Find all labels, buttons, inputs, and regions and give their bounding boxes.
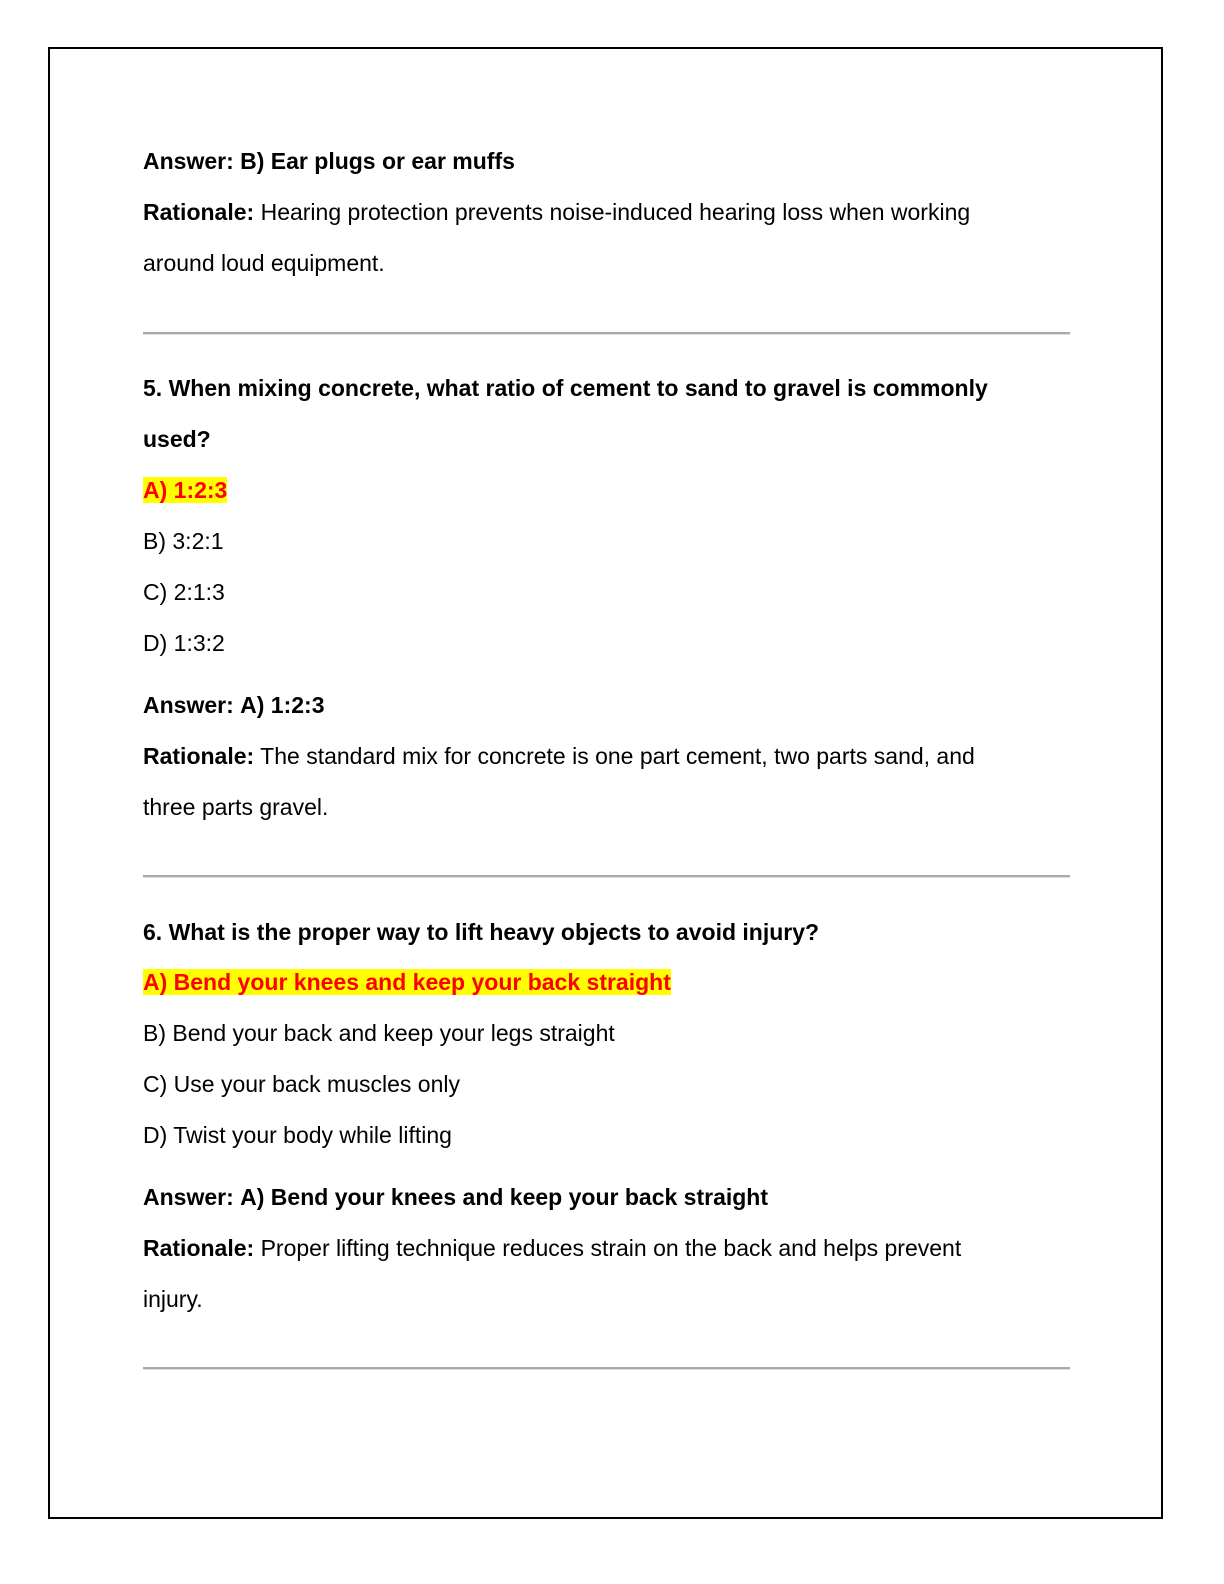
rationale-continuation-q4: around loud equipment. xyxy=(143,250,385,276)
answer-label: Answer: xyxy=(143,148,234,174)
section-divider xyxy=(143,1367,1070,1369)
rationale-label: Rationale: xyxy=(143,1235,255,1261)
answer-label: Answer: xyxy=(143,1184,234,1210)
rationale-line-q6 xyxy=(143,1233,961,1263)
rationale-text: The standard mix for concrete is one part cement, two parts sand, and xyxy=(260,743,975,769)
q6-option-b: B) Bend your back and keep your legs straight xyxy=(143,1020,615,1046)
q5-option-c: C) 2:1:3 xyxy=(143,579,225,605)
section-divider xyxy=(143,332,1070,334)
question-5-text: 5. When mixing concrete, what ratio of cement to sand to gravel is commonly xyxy=(143,375,988,401)
rationale-line-q4 xyxy=(143,197,970,227)
correct-option-highlight: A) Bend your knees and keep your back straight xyxy=(143,969,671,995)
q6-option-c: C) Use your back muscles only xyxy=(143,1071,460,1097)
answer-value: A) 1:2:3 xyxy=(240,692,325,718)
answer-value: A) Bend your knees and keep your back straight xyxy=(240,1184,769,1210)
q6-option-d: D) Twist your body while lifting xyxy=(143,1122,452,1148)
rationale-label: Rationale: xyxy=(143,199,255,225)
correct-option-highlight: A) 1:2:3 xyxy=(143,477,228,503)
question-6-text: 6. What is the proper way to lift heavy objects to avoid injury? xyxy=(143,919,820,945)
question-5-text-continued: used? xyxy=(143,426,211,452)
q5-option-d: D) 1:3:2 xyxy=(143,630,225,656)
answer-line-q6 xyxy=(143,1182,768,1212)
q5-option-b: B) 3:2:1 xyxy=(143,528,224,554)
answer-line-q4 xyxy=(143,146,515,176)
rationale-continuation-q5: three parts gravel. xyxy=(143,794,329,820)
rationale-line-q5 xyxy=(143,741,975,771)
rationale-text: Hearing protection prevents noise-induced hearing loss when working xyxy=(260,199,971,225)
rationale-text: Proper lifting technique reduces strain on the back and helps prevent xyxy=(260,1235,962,1261)
answer-line-q5 xyxy=(143,690,325,720)
q6-option-a xyxy=(143,967,671,997)
rationale-continuation-q6: injury. xyxy=(143,1286,203,1312)
answer-label: Answer: xyxy=(143,692,234,718)
answer-value: B) Ear plugs or ear muffs xyxy=(240,148,515,174)
section-divider xyxy=(143,875,1070,877)
rationale-label: Rationale: xyxy=(143,743,255,769)
q5-option-a xyxy=(143,475,227,505)
